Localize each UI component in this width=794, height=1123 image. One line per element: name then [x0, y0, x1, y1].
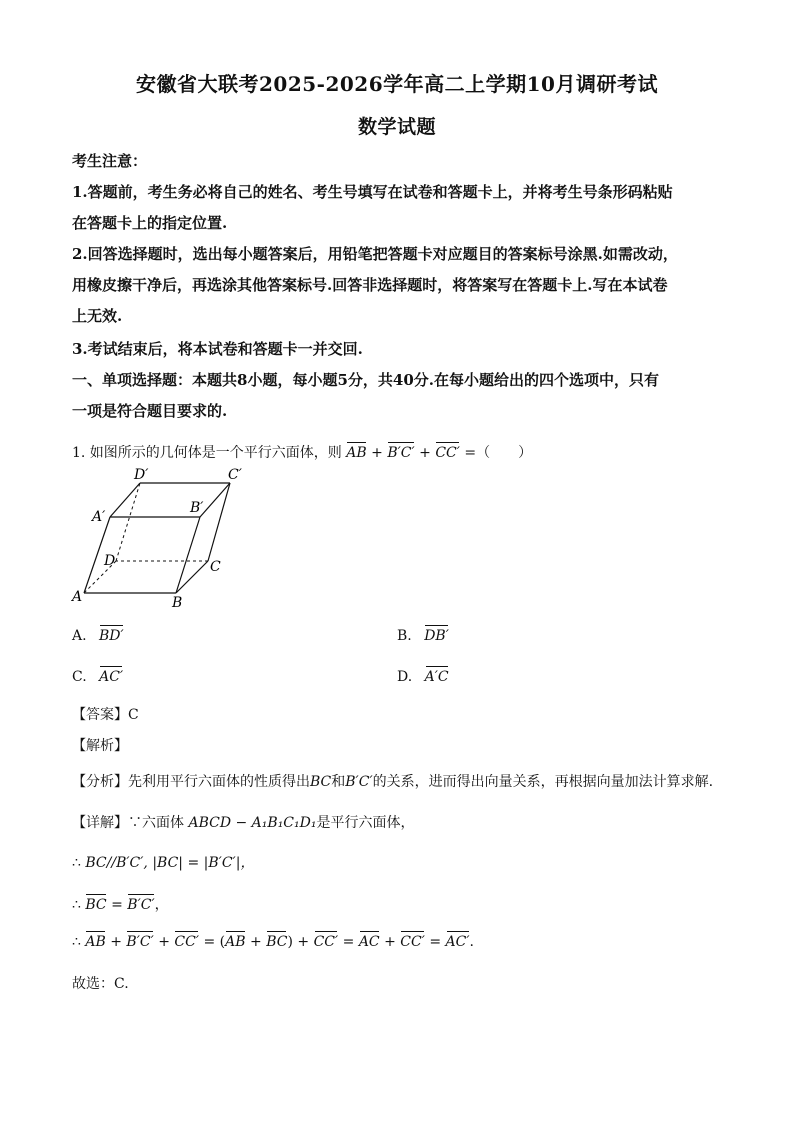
plus-sign: +: [371, 445, 383, 461]
label-c: C: [210, 559, 221, 575]
notice-line-6: 3.考试结束后，将本试卷和答题卡一并交回.: [72, 340, 363, 358]
detail-line-3: ∴ BC = B′C′，: [72, 897, 169, 913]
plus-sign: +: [419, 445, 431, 461]
notice-line-2: 在答题卡上的指定位置.: [72, 214, 228, 232]
label-d1: D′: [134, 467, 149, 483]
option-b-vector: DB′: [424, 628, 449, 644]
edge-d1a1: [110, 483, 140, 517]
vector-b1c1: B′C′: [387, 445, 415, 461]
parallelepiped-figure: [68, 465, 258, 610]
option-a-vector: BD′: [99, 628, 124, 644]
answer-bracket: =（ ）: [464, 445, 533, 461]
label-a: A: [72, 589, 83, 605]
label-a1: A′: [92, 509, 106, 525]
option-b[interactable]: B. DB′: [397, 628, 449, 644]
option-c[interactable]: C. AC′: [72, 669, 124, 685]
page-subtitle: 数学试题: [357, 116, 436, 138]
answer-label: 【答案】: [72, 707, 128, 723]
detail-line-2: ∴ BC//B′C′, |BC| = |B′C′|，: [72, 855, 255, 871]
edge-dd1-hidden: [116, 483, 140, 561]
answer-value: C: [128, 707, 139, 723]
option-d-vector: A′C: [424, 669, 449, 685]
detail-line-4: ∴ AB + B′C′ + CC′ = (AB + BC) + CC′ = AC + CC′ = AC′.: [72, 934, 474, 950]
analysis-label: 【解析】: [72, 738, 128, 754]
notice-line-4: 用橡皮擦干净后，再选涂其他答案标号.回答非选择题时，将答案写在答题卡上.写在本试卷: [72, 276, 668, 294]
page-title: 安徽省大联考2025-2026学年高二上学期10月调研考试: [136, 72, 658, 96]
label-b: B: [172, 595, 183, 610]
answer-line: [72, 704, 732, 724]
section-heading-line-1: 一、单项选择题：本题共8小题，每小题5分，共40分.在每小题给出的四个选项中，只有: [72, 371, 659, 389]
option-d[interactable]: D. A′C: [397, 669, 449, 685]
section-heading-line-2: 一项是符合题目要求的.: [72, 402, 228, 420]
option-a[interactable]: A. BD′: [72, 628, 124, 644]
label-d: D: [104, 553, 116, 569]
notice-heading: 考生注意：: [72, 152, 148, 170]
fenxi-label: 【分析】: [72, 774, 128, 790]
notice-line-1: 1.答题前，考生务必将自己的姓名、考生号填写在试卷和答题卡上，并将考生号条形码粘贴: [72, 183, 673, 201]
analysis-line: 【分析】先利用平行六面体的性质得出BC和B′C′的关系，进而得出向量关系，再根据向量加法计算求解.: [72, 774, 714, 790]
detail-line-1: 【详解】∵六面体 ABCD − A₁B₁C₁D₁是平行六面体，: [72, 815, 415, 831]
vector-ab: AB: [346, 445, 367, 461]
option-c-vector: AC′: [99, 669, 124, 685]
notice-line-3: 2.回答选择题时，选出每小题答案后，用铅笔把答题卡对应题目的答案标号涂黑.如需改动，: [72, 245, 678, 263]
vector-cc1: CC′: [435, 445, 460, 461]
conclusion: 故选：C.: [72, 976, 129, 992]
label-b1: B′: [190, 500, 204, 516]
label-c1: C′: [228, 467, 242, 483]
question-1: [72, 442, 732, 462]
detail-label: 【详解】: [72, 815, 128, 831]
notice-line-5: 上无效.: [72, 307, 123, 325]
question-text: 1. 如图所示的几何体是一个平行六面体，则: [72, 445, 342, 461]
